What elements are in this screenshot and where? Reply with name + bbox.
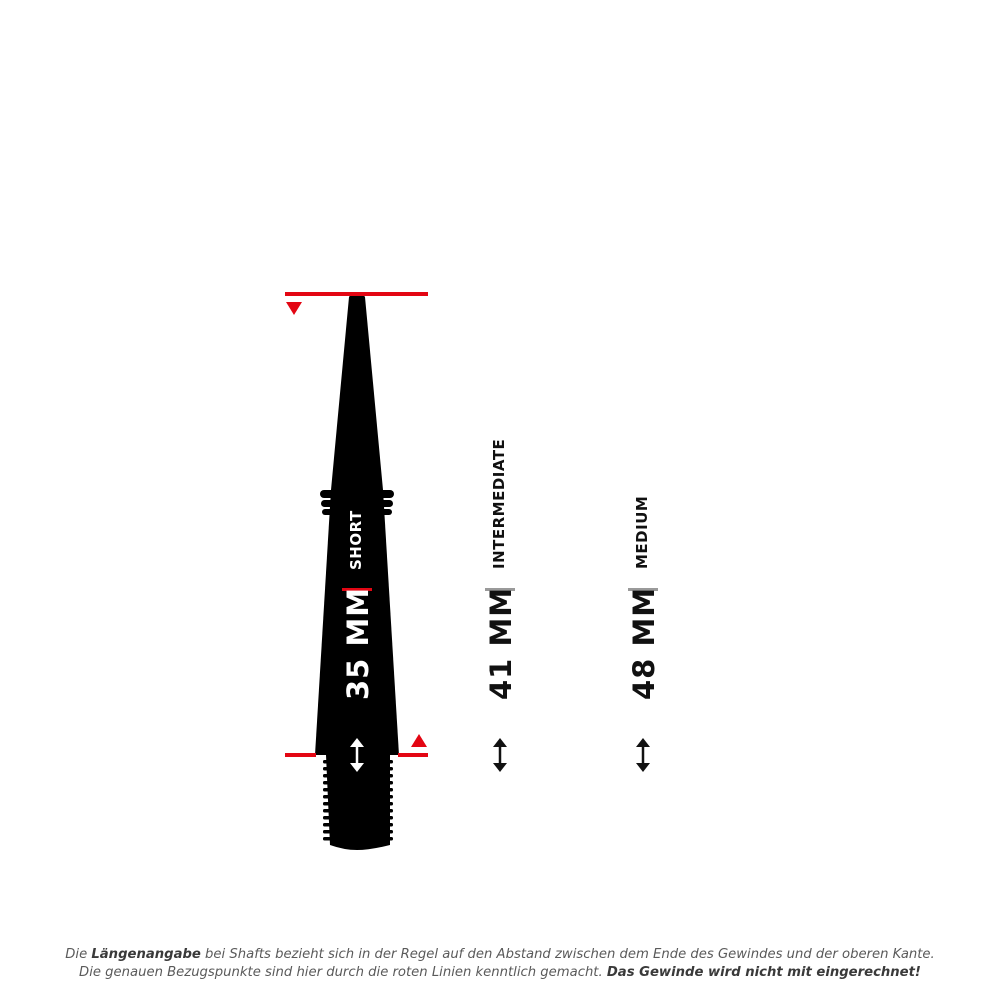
size-length-label: 48 MM [627,586,661,700]
footer-line-2: Die genauen Bezugspunkte sind hier durch die roten Linien kenntlich gemacht. Das Gewinde wird nicht mit eingerechnet! [79,965,921,980]
footer-line-1: Die Längenangabe bei Shafts bezieht sich in der Regel auf den Abstand zwischen dem Ende des Gewindes und der oberen Kante. [65,947,935,962]
red-triangle-up-icon [411,734,427,747]
thread-ridge [323,788,393,792]
shaft-name-label: SHORT [347,510,365,570]
thread-ridge [323,795,393,799]
size-name-label: INTERMEDIATE [490,438,508,569]
size-length-label: 41 MM [484,586,518,700]
double-arrow-icon [493,738,507,772]
thread-ridge [323,809,393,813]
thread-ridge [323,781,393,785]
size-name-label: MEDIUM [633,495,651,569]
thread-ridge [323,774,393,778]
thread-ridge [323,830,393,834]
red-triangle-down-icon [286,302,302,315]
thread-ridge [323,823,393,827]
thread-ridge [323,837,393,841]
thread-ridge [323,802,393,806]
thread-ridge [323,816,393,820]
double-arrow-icon [636,738,650,772]
shaft-length-label: 35 MM [341,586,375,700]
footer-note [0,946,1000,982]
